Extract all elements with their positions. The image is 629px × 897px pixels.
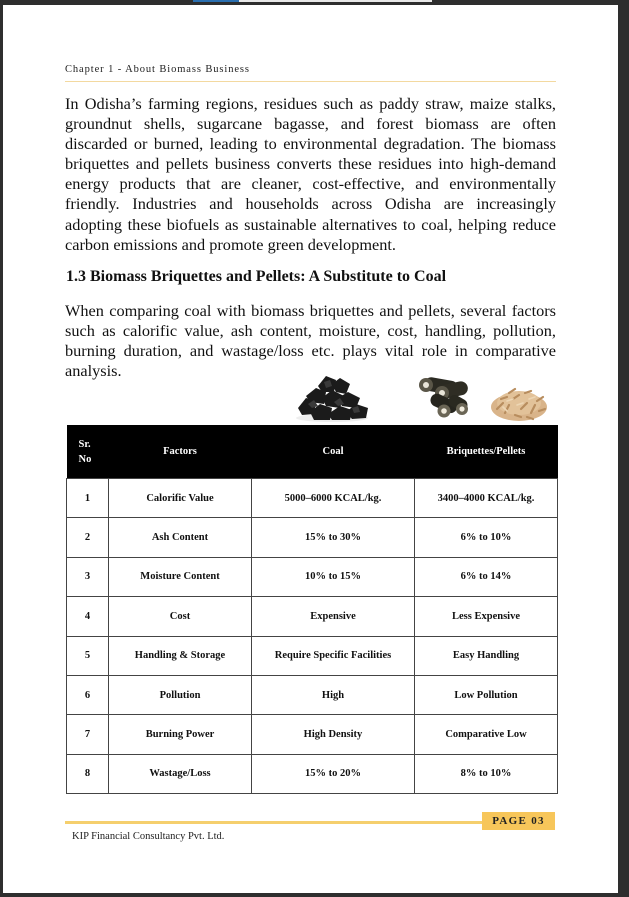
document-page	[3, 5, 618, 893]
cell-briquettes: Low Pollution	[415, 675, 558, 714]
table-row	[67, 518, 558, 557]
cell-briquettes: 8% to 10%	[415, 754, 558, 793]
cell-briquettes: Comparative Low	[415, 715, 558, 754]
cell-factor: Calorific Value	[109, 479, 252, 518]
header-sr-line1: Sr.	[78, 438, 91, 450]
cell-coal: 5000–6000 KCAL/kg.	[252, 479, 415, 518]
briquettes-image	[418, 375, 474, 420]
cell-coal: High Density	[252, 715, 415, 754]
cell-coal: 10% to 15%	[252, 557, 415, 596]
cell-factor: Burning Power	[109, 715, 252, 754]
section-paragraph: When comparing coal with biomass briquettes and pellets, several factors such as calorific value, ash content, moisture, cost, handling, pollution, burning duration, and wastage/loss etc. plays vital role in comparative analysis.	[65, 301, 556, 381]
cell-briquettes: 3400–4000 KCAL/kg.	[415, 479, 558, 518]
cell-factor: Pollution	[109, 675, 252, 714]
cell-sr: 8	[67, 754, 109, 793]
cell-coal: High	[252, 675, 415, 714]
table-header-row	[67, 425, 558, 479]
cell-sr: 6	[67, 675, 109, 714]
header-sr-no	[67, 425, 109, 479]
table-row	[67, 754, 558, 793]
pellets-image	[487, 379, 551, 424]
table-row	[67, 715, 558, 754]
cell-sr: 7	[67, 715, 109, 754]
viewer-scroll-thumb[interactable]	[193, 0, 239, 2]
cell-coal: Expensive	[252, 597, 415, 636]
cell-briquettes: 6% to 14%	[415, 557, 558, 596]
table-row	[67, 479, 558, 518]
cell-coal: 15% to 20%	[252, 754, 415, 793]
running-header-title: Chapter 1 - About Biomass Business	[65, 64, 250, 75]
cell-factor: Handling & Storage	[109, 636, 252, 675]
header-sr-line2: No	[78, 453, 92, 465]
table-row	[67, 636, 558, 675]
cell-sr: 2	[67, 518, 109, 557]
cell-factor: Ash Content	[109, 518, 252, 557]
table-row	[67, 597, 558, 636]
comparison-table	[66, 425, 558, 794]
section-heading: 1.3 Biomass Briquettes and Pellets: A Substitute to Coal	[66, 268, 447, 285]
footer-divider	[65, 821, 483, 824]
page-number-badge: PAGE 03	[482, 812, 555, 830]
cell-sr: 3	[67, 557, 109, 596]
cell-factor: Wastage/Loss	[109, 754, 252, 793]
cell-factor: Cost	[109, 597, 252, 636]
coal-pile-image	[292, 368, 372, 423]
cell-coal: 15% to 30%	[252, 518, 415, 557]
table-row	[67, 675, 558, 714]
intro-paragraph: In Odisha’s farming regions, residues such as paddy straw, maize stalks, groundnut shells, sugarcane bagasse, and forest biomass are often discarded or burned, leading to environmental degradation. The biomass briquettes and pellets business converts these residues into high-demand energy products that are cleaner, cost-effective, and environmentally friendly. Industries and households across Odisha are increasingly adopting these biofuels as sustainable alternatives to coal, helping reduce carbon emissions and promote green development.	[65, 94, 556, 254]
cell-briquettes: Easy Handling	[415, 636, 558, 675]
header-divider	[65, 81, 556, 82]
cell-sr: 4	[67, 597, 109, 636]
header-briquettes: Briquettes/Pellets	[415, 425, 558, 479]
cell-briquettes: Less Expensive	[415, 597, 558, 636]
cell-sr: 1	[67, 479, 109, 518]
cell-sr: 5	[67, 636, 109, 675]
cell-coal: Require Specific Facilities	[252, 636, 415, 675]
footer-company-name: KIP Financial Consultancy Pvt. Ltd.	[72, 831, 225, 842]
viewer-right-gutter	[618, 0, 629, 897]
header-coal: Coal	[252, 425, 415, 479]
cell-factor: Moisture Content	[109, 557, 252, 596]
table-row	[67, 557, 558, 596]
cell-briquettes: 6% to 10%	[415, 518, 558, 557]
header-factors: Factors	[109, 425, 252, 479]
